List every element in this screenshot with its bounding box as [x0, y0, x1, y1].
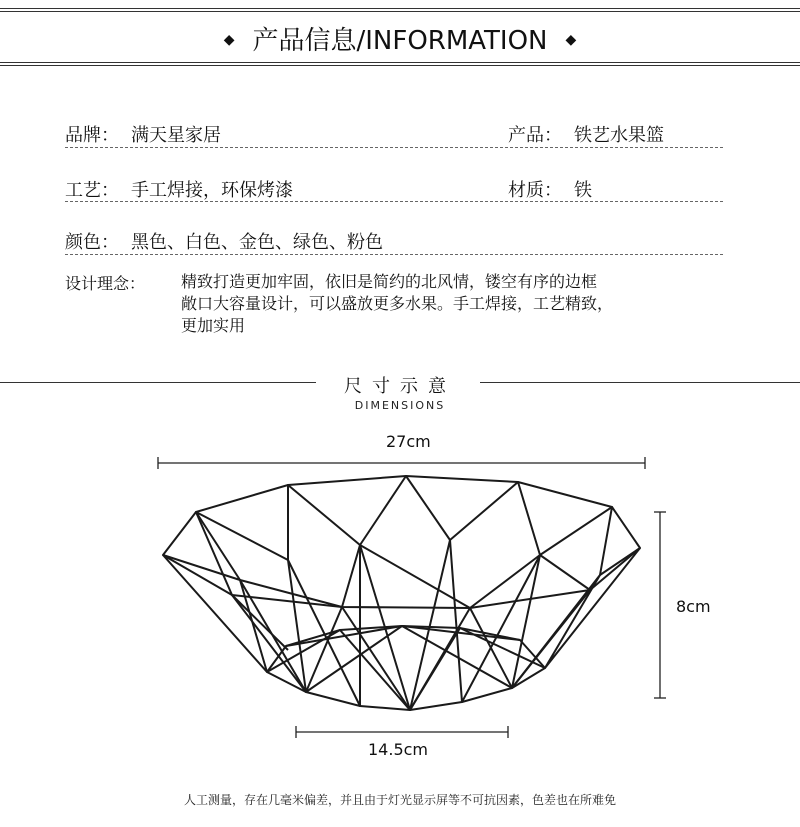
- color-label: 颜色：: [65, 232, 119, 253]
- dimensions-subtitle: DIMENSIONS: [354, 399, 446, 412]
- diamond-bullet-icon: ◆: [565, 31, 577, 48]
- product-value: 铁艺水果篮: [574, 125, 664, 146]
- material-value: 铁: [574, 180, 592, 201]
- width-measure-label: 27cm: [386, 432, 431, 451]
- material-label: 材质：: [508, 180, 562, 201]
- craft-label: 工艺：: [65, 180, 119, 201]
- product-label: 产品：: [508, 125, 562, 146]
- height-measure-label: 8cm: [676, 597, 711, 616]
- brand-value: 满天星家居: [131, 125, 221, 146]
- page-title: 产品信息/INFORMATION: [252, 26, 548, 56]
- diamond-bullet-icon: ◆: [223, 31, 235, 48]
- concept-line: 更加实用: [181, 316, 246, 335]
- color-value: 黑色、白色、金色、绿色、粉色: [131, 232, 383, 253]
- concept-label: 设计理念：: [65, 274, 146, 293]
- brand-label: 品牌：: [65, 125, 119, 146]
- wire-basket: [163, 476, 640, 710]
- base-measure-label: 14.5cm: [368, 740, 429, 759]
- craft-value: 手工焊接，环保烤漆: [131, 180, 293, 201]
- concept-line: 精致打造更加牢固，依旧是简约的北风情，镂空有序的边框: [181, 272, 598, 291]
- measurement-disclaimer: 人工测量，存在几毫米偏差，并且由于灯光显示屏等不可抗因素，色差也在所难免: [183, 793, 616, 807]
- dimensions-title: 尺寸示意: [344, 376, 456, 397]
- concept-line: 敞口大容量设计，可以盛放更多水果。手工焊接，工艺精致，: [181, 294, 614, 313]
